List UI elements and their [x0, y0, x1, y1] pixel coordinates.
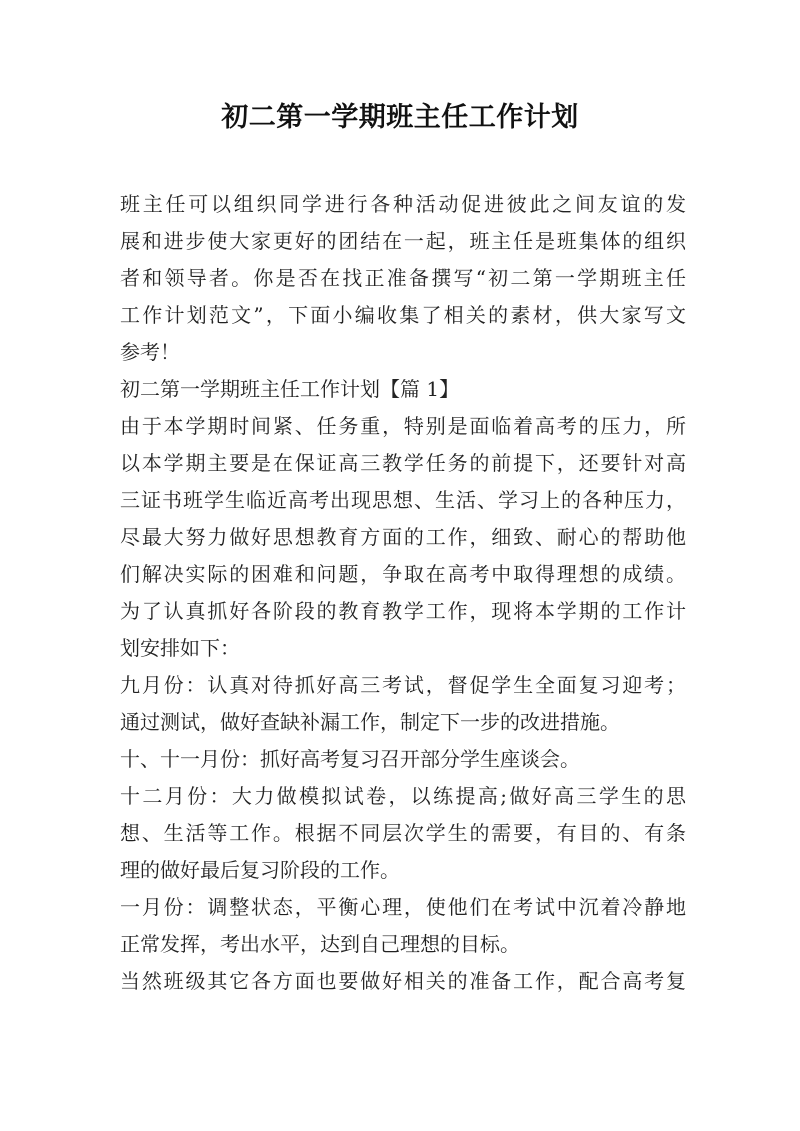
body-line: 通过测试，做好查缺补漏工作，制定下一步的改进措施。: [120, 710, 620, 734]
body-line: 展和进步使大家更好的团结在一起，班主任是班集体的组织: [120, 229, 686, 253]
body-line: 想、生活等工作。根据不同层次学生的需要，有目的、有条: [120, 821, 686, 845]
body-line: 由于本学期时间紧、任务重，特别是面临着高考的压力，所: [120, 414, 686, 438]
body-line: 当然班级其它各方面也要做好相关的准备工作，配合高考复: [120, 969, 686, 993]
body-line: 们解决实际的困难和问题，争取在高考中取得理想的成绩。: [120, 562, 686, 586]
body-line: 正常发挥，考出水平，达到自己理想的目标。: [120, 932, 520, 956]
body-line: 划安排如下：: [120, 636, 240, 660]
body-line: 尽最大努力做好思想教育方面的工作，细致、耐心的帮助他: [120, 525, 686, 549]
body-line: 一月份：调整状态，平衡心理，使他们在考试中沉着冷静地: [120, 895, 686, 919]
document-title: 初二第一学期班主任工作计划: [221, 102, 579, 133]
body-line: 十二月份：大力做模拟试卷，以练提高;做好高三学生的思: [120, 784, 686, 808]
body-line: 十、十一月份：抓好高考复习召开部分学生座谈会。: [120, 747, 580, 771]
section-heading: 初二第一学期班主任工作计划【篇 1】: [120, 377, 460, 401]
body-line: 以本学期主要是在保证高三教学任务的前提下，还要针对高: [120, 451, 686, 475]
document-body: [120, 186, 686, 1000]
body-line: 班主任可以组织同学进行各种活动促进彼此之间友谊的发: [120, 192, 686, 216]
body-line: 理的做好最后复习阶段的工作。: [120, 858, 400, 882]
body-line: 工作计划范文”，下面小编收集了相关的素材，供大家写文: [120, 303, 686, 327]
body-line: 者和领导者。你是否在找正准备撰写“初二第一学期班主任: [120, 266, 686, 290]
body-line: 为了认真抓好各阶段的教育教学工作，现将本学期的工作计: [120, 599, 686, 623]
body-line: 参考！: [120, 340, 180, 364]
body-line: 九月份：认真对待抓好高三考试，督促学生全面复习迎考；: [120, 673, 686, 697]
body-line: 三证书班学生临近高考出现思想、生活、学习上的各种压力，: [120, 488, 686, 512]
